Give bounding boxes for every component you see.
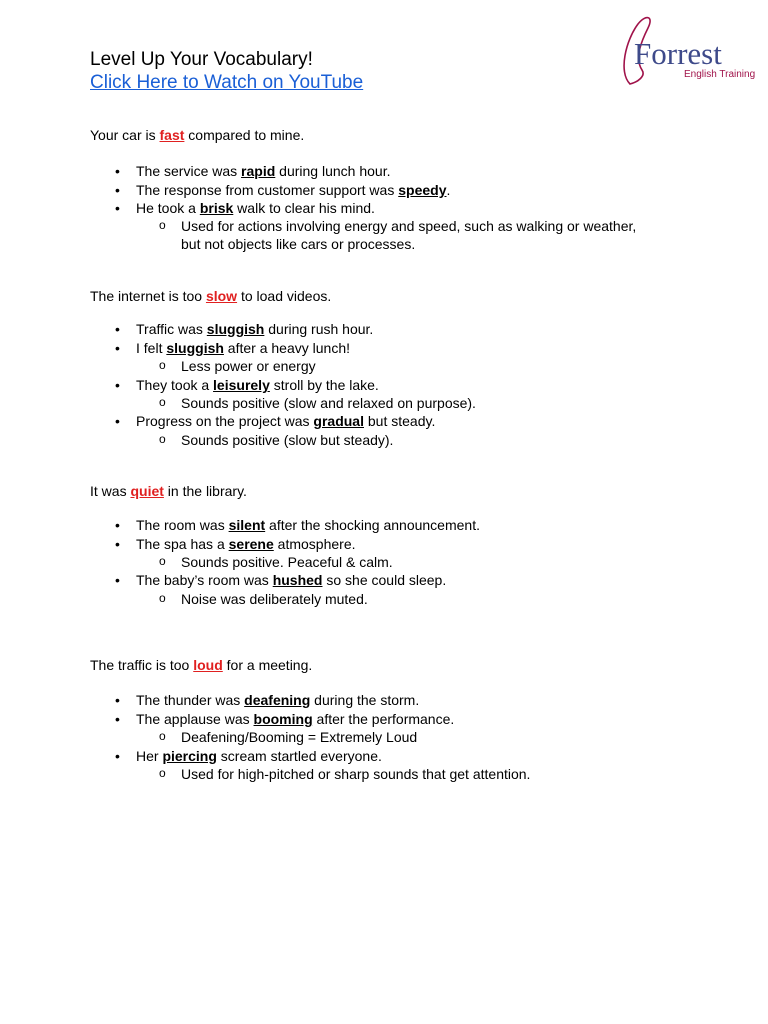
sub-note: o Less power or energy (181, 357, 316, 375)
sub-note: o Used for high-pitched or sharp sounds that get attention. (181, 765, 530, 783)
list-item: • He took a brisk walk to clear his mind. (136, 199, 375, 217)
youtube-link[interactable]: Click Here to Watch on YouTube (90, 72, 364, 93)
page-title: Level Up Your Vocabulary! (90, 49, 313, 70)
list-item: • They took a leisurely stroll by the lake. (136, 376, 379, 394)
list-item: • The response from customer support was speedy. (136, 181, 450, 199)
list-item: • The baby’s room was hushed so she could sleep. (136, 571, 446, 589)
sentence-loud: The traffic is too loud for a meeting. (90, 657, 313, 673)
sub-note-continued: but not objects like cars or processes. (181, 236, 416, 252)
list-item: • The service was rapid during lunch hour. (136, 162, 390, 180)
keyword-slow: slow (205, 288, 238, 304)
logo-subtitle: English Training (684, 69, 756, 80)
forrest-logo (608, 10, 760, 90)
list-item: • The applause was booming after the performance. (136, 710, 454, 728)
sentence-fast: Your car is fast compared to mine. (90, 127, 305, 143)
list-item: • I felt sluggish after a heavy lunch! (136, 339, 350, 357)
list-item: • The thunder was deafening during the storm. (136, 691, 419, 709)
sub-note: o Sounds positive (slow and relaxed on purpose). (181, 394, 476, 412)
sentence-quiet: It was quiet in the library. (90, 483, 247, 499)
keyword-fast: fast (159, 127, 185, 143)
list-item: • The room was silent after the shocking announcement. (136, 516, 480, 534)
sub-note: o Sounds positive (slow but steady). (181, 431, 393, 449)
list-item: • The spa has a serene atmosphere. (136, 535, 356, 553)
sub-note: o Noise was deliberately muted. (181, 590, 368, 608)
list-item: • Progress on the project was gradual but steady. (136, 412, 435, 430)
sub-note: o Deafening/Booming = Extremely Loud (181, 728, 417, 746)
sentence-slow: The internet is too slow to load videos. (90, 288, 332, 304)
list-item: • Her piercing scream startled everyone. (136, 747, 382, 765)
logo-name: Forrest (634, 36, 722, 71)
sub-note: o Sounds positive. Peaceful & calm. (181, 553, 393, 571)
sub-note: o Used for actions involving energy and speed, such as walking or weather, (181, 217, 636, 235)
keyword-loud: loud (193, 657, 223, 673)
keyword-quiet: quiet (130, 483, 164, 499)
list-item: • Traffic was sluggish during rush hour. (136, 320, 373, 338)
